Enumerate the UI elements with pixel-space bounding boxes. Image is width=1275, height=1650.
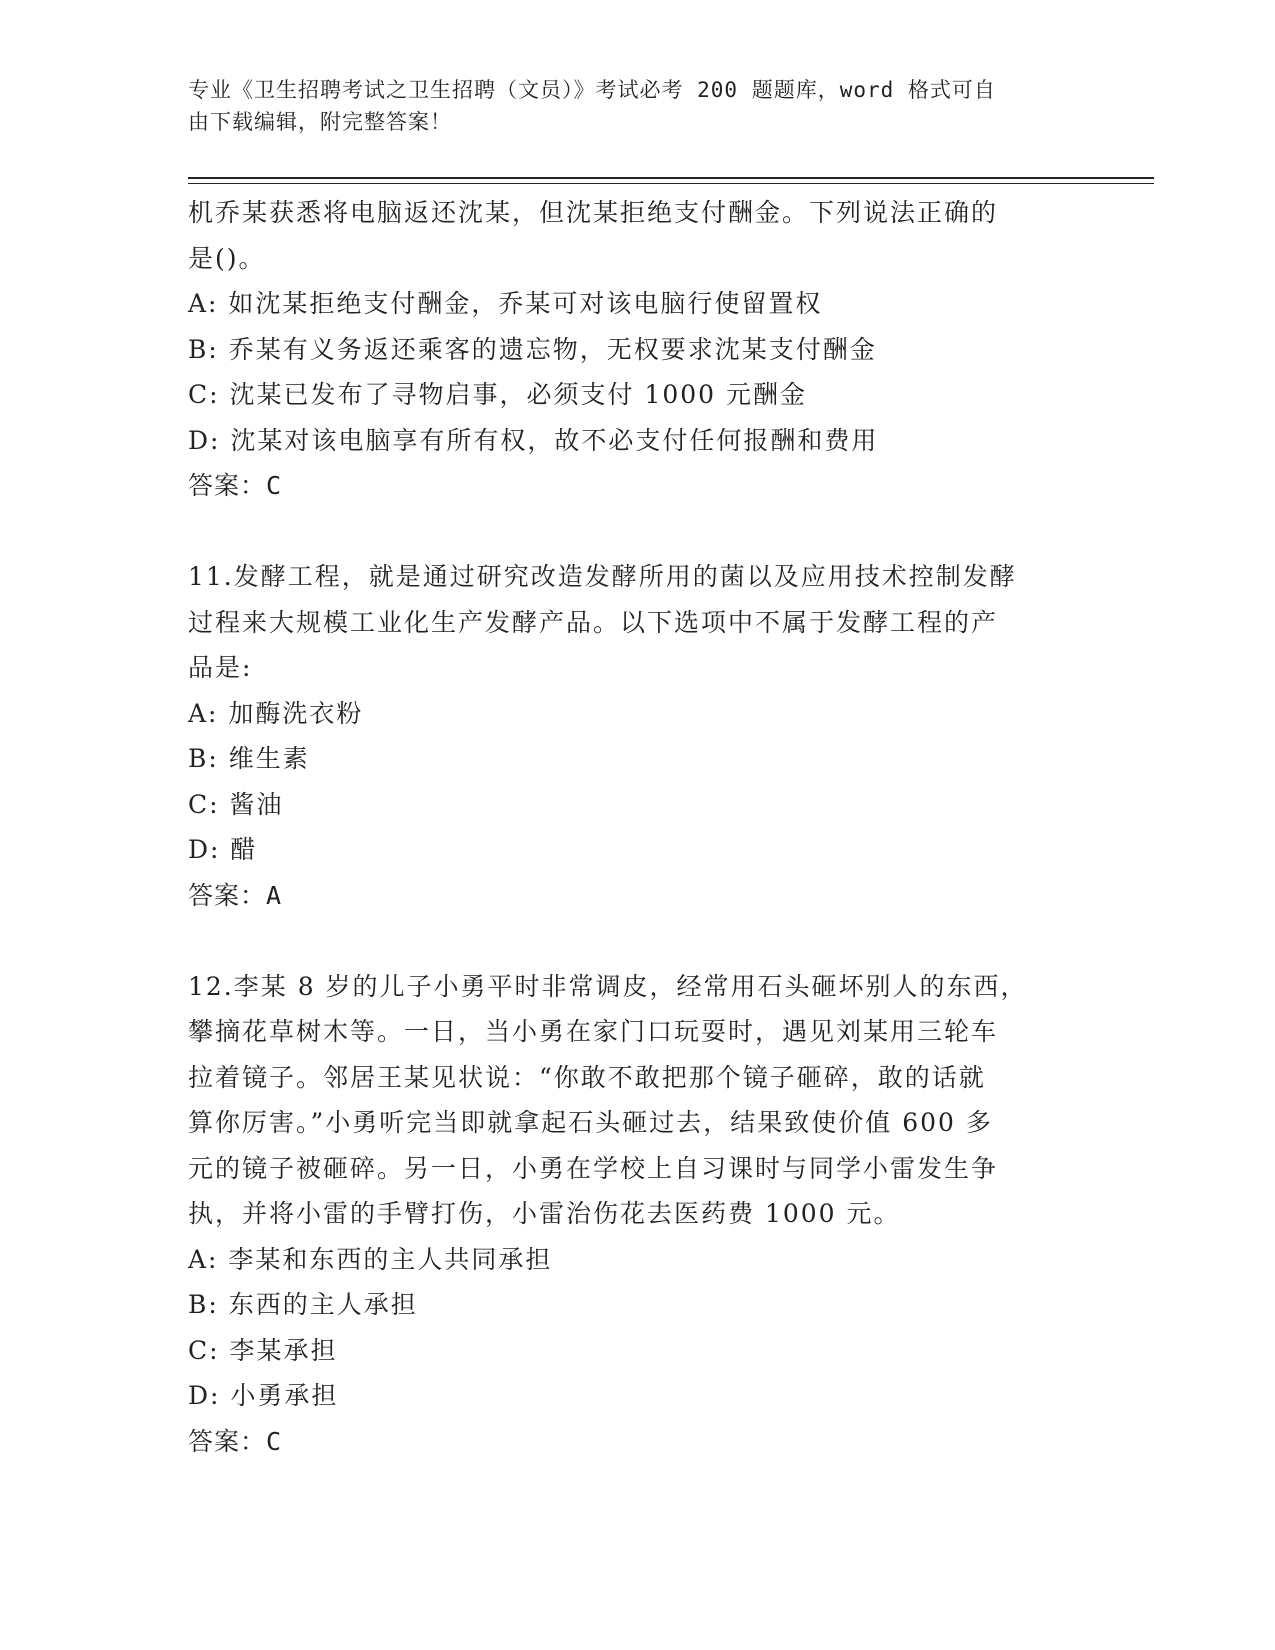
- answer-line: [188, 463, 1068, 509]
- answer-line: [188, 873, 1068, 919]
- answer-label: 答案：: [188, 1426, 267, 1456]
- option-c: C: 酱油: [188, 789, 284, 819]
- answer-label: 答案：: [188, 471, 267, 500]
- question-text-line: 品是:: [188, 653, 253, 682]
- header-rule-thin: [188, 183, 1154, 184]
- option-d: D: 小勇承担: [188, 1381, 339, 1410]
- option-b: B: 乔某有义务返还乘客的遗忘物，无权要求沈某支付酬金: [188, 334, 877, 364]
- option-c: C: 李某承担: [188, 1335, 338, 1365]
- option-b: B: 东西的主人承担: [188, 1290, 418, 1319]
- option-a: A: 加酶洗衣粉: [188, 698, 364, 728]
- option-a: A: 李某和东西的主人共同承担: [188, 1244, 553, 1274]
- question-list: [188, 190, 1068, 1464]
- question-text-line: 是()。: [188, 243, 266, 273]
- question-text-line: 过程来大规模工业化生产发酵产品。以下选项中不属于发酵工程的产: [188, 607, 999, 637]
- option-a: A: 如沈某拒绝支付酬金，乔某可对该电脑行使留置权: [188, 289, 823, 318]
- document-header: [188, 74, 1068, 138]
- question-text-line: 12.李某 8 岁的儿子小勇平时非常调皮，经常用石头砸坏别人的东西，: [188, 971, 1028, 1001]
- option-d: D: 沈某对该电脑享有所有权，故不必支付任何报酬和费用: [188, 425, 879, 455]
- answer-line: [188, 1419, 1068, 1465]
- question-12: [188, 964, 1068, 1465]
- question-text-line: 机乔某获悉将电脑返还沈某，但沈某拒绝支付酬金。下列说法正确的: [188, 198, 999, 227]
- question-text-line: 执，并将小雷的手臂打伤，小雷治伤花去医药费 1000 元。: [188, 1199, 901, 1228]
- question-text-line: 11.发酵工程，就是通过研究改造发酵所用的菌以及应用技术控制发酵: [188, 562, 1017, 591]
- question-10: [188, 190, 1068, 509]
- answer-value: A: [266, 880, 283, 910]
- option-c: C: 沈某已发布了寻物启事，必须支付 1000 元酬金: [188, 380, 808, 409]
- question-text-line: 元的镜子被砸碎。另一日，小勇在学校上自习课时与同学小雷发生争: [188, 1153, 999, 1183]
- option-d: D: 醋: [188, 835, 258, 864]
- question-spacer: [188, 918, 1068, 964]
- question-text-line: 攀摘花草树木等。一日，当小勇在家门口玩耍时，遇见刘某用三轮车: [188, 1017, 999, 1046]
- header-rule-thick: [188, 177, 1154, 179]
- question-text-line: 算你厉害。”小勇听完当即就拿起石头砸过去，结果致使价值 600 多: [188, 1108, 993, 1137]
- question-spacer: [188, 509, 1068, 555]
- answer-value: C: [266, 471, 283, 500]
- header-line-2: 由下载编辑，附完整答案！: [188, 110, 452, 134]
- option-b: B: 维生素: [188, 744, 310, 773]
- header-line-1: 专业《卫生招聘考试之卫生招聘（文员）》考试必考 200 题题库，word 格式可自: [188, 78, 996, 102]
- question-11: [188, 554, 1068, 918]
- answer-label: 答案：: [188, 880, 267, 910]
- answer-value: C: [266, 1426, 283, 1456]
- question-text-line: 拉着镜子。邻居王某见状说：“你敢不敢把那个镜子砸碎，敢的话就: [188, 1062, 986, 1092]
